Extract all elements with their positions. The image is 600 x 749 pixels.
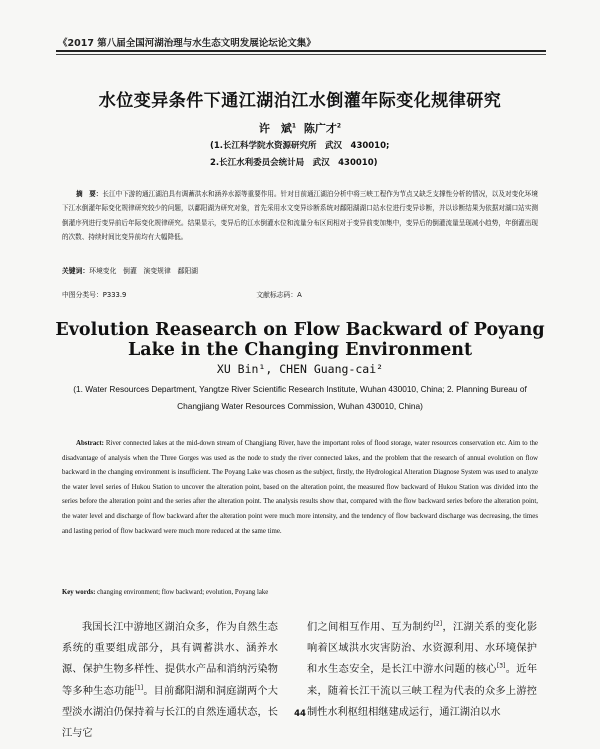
running-header: 《2017 第八届全国河湖治理与水生态文明发展论坛论文集》 <box>58 38 316 49</box>
author-2: 陈广才 <box>303 122 337 135</box>
abstract-chinese <box>62 187 538 245</box>
keywords-english-text: changing environment; flow backward; evolution, Poyang lake <box>97 589 269 596</box>
body-right-text-1: 们之间相互作用、互为制约 <box>307 622 434 633</box>
authors-chinese <box>60 120 540 136</box>
keywords-english-label: Key words: <box>62 589 96 596</box>
affiliation-english: (1. Water Resources Department, Yangtze River Scientific Research Institute, Wuhan 430010, China; 2. Planning Bureau of Changjiang Water Resources Commission, Wuhan 430010, China) <box>73 384 527 411</box>
page-number: 44 <box>294 709 306 719</box>
abstract-english <box>62 437 538 539</box>
citation-1: [1] <box>134 684 144 692</box>
title-english: Evolution Reasearch on Flow Backward of Poyang Lake in the Changing Environment <box>55 320 545 360</box>
header-rule-thick <box>56 50 546 52</box>
keywords-chinese-text: 环境变化 倒灌 演变规律 鄱阳湖 <box>89 267 198 275</box>
body-right-text-2: ，江湖关系的变化影响着区域洪水灾害防治、水资源利用、水环境保护和水生态安全，是长江中游水问题的核心 <box>307 622 538 676</box>
header-rule-thin <box>56 54 546 55</box>
abstract-english-label: Abstract: <box>76 440 104 447</box>
clc-value: P333.9 <box>102 291 127 299</box>
keywords-english <box>62 589 538 596</box>
citation-2: [2] <box>433 620 443 628</box>
abstract-english-text: River connected lakes at the mid-down stream of Changjiang River, have the important roles of flood storage, water resources conservation etc. Aim to the disadvantage of analysis when the Three Gorges was used as the node to study the river connected lakes, and the problem that the research of annual evolution on flow backward in the changing environment is insufficient. The Poyang Lake was chosen as the subject, firstly, the Hydrological Alteration Diagnose System was used to analyze the water level series of Hukou Station to uncover the alteration point, based on the alteration point, the measured flow backward of Hukou Station was divided into the series before the alteration point and the series after the alteration point. The analysis results show that, compared with the flow backward series before the alteration point, the water level and discharge of flow backward after the alteration point were much more intensity, and the tendency of flow backward discharge was decreasing, the times and lasting period of flow backward were much more reduced at the same time. <box>62 440 538 535</box>
author-2-sup: 2 <box>336 122 342 130</box>
abstract-chinese-label: 摘 要： <box>76 190 103 198</box>
authors-english: XU Bin¹, CHEN Guang-cai² <box>216 362 384 376</box>
doc-code-label: 文献标志码： <box>256 291 298 299</box>
clc-label: 中图分类号： <box>62 291 103 299</box>
keywords-chinese-label: 关键词： <box>62 267 90 275</box>
body-left-text-2: 。目前鄱阳湖和洞庭湖两个大型淡水湖泊仍保持着与长江的自然连通状态，长江与它 <box>62 685 278 740</box>
body-column-left <box>62 617 278 744</box>
author-1: 许 斌 <box>258 122 292 135</box>
citation-3: [3] <box>496 663 506 671</box>
body-right-text-3: 。近年来，随着长江干流以三峡工程为代表的众多上游控制性水利枢纽相继建成运行，通江湖泊以水 <box>307 664 538 718</box>
classification-line <box>62 289 538 299</box>
affiliation-chinese-2: 2.长江水利委员会统计局 武汉 430010) <box>210 158 378 168</box>
keywords-chinese <box>62 265 538 275</box>
title-chinese: 水位变异条件下通江湖泊江水倒灌年际变化规律研究 <box>98 91 502 111</box>
affiliation-chinese-1: (1.长江科学院水资源研究所 武汉 430010; <box>210 141 390 151</box>
doc-code-value: A <box>297 291 302 299</box>
body-left-text-1: 我国长江中游地区湖泊众多，作为自然生态系统的重要组成部分，具有调蓄洪水、涵养水源、保护生物多样性、提供水产品和消纳污染物等多种生态功能 <box>62 622 278 697</box>
body-column-right <box>307 617 537 723</box>
abstract-chinese-text: 长江中下游的通江湖泊具有调蓄洪水和涵养水源等重要作用。针对目前通江湖泊分析中将三峡工程作为节点又缺乏支撑性分析的情况，以及对变化环境下江水倒灌年际变化规律研究较少的问题，以鄱阳湖为研究对象，首先采用水文变异诊断系统对鄱阳湖湖口站水位进行变异诊断，并以诊断结果为依据对湖口站实测倒灌序列进行变异前后年际变化规律研究。结果显示，变异后的江水倒灌水位和流量分布区间相对于变异前变加集中，变异后的倒灌流量呈现减小趋势，年倒灌出现的次数、持续时间比变异前均有大幅降低。 <box>62 190 539 242</box>
author-1-sup: 1 <box>291 122 297 130</box>
